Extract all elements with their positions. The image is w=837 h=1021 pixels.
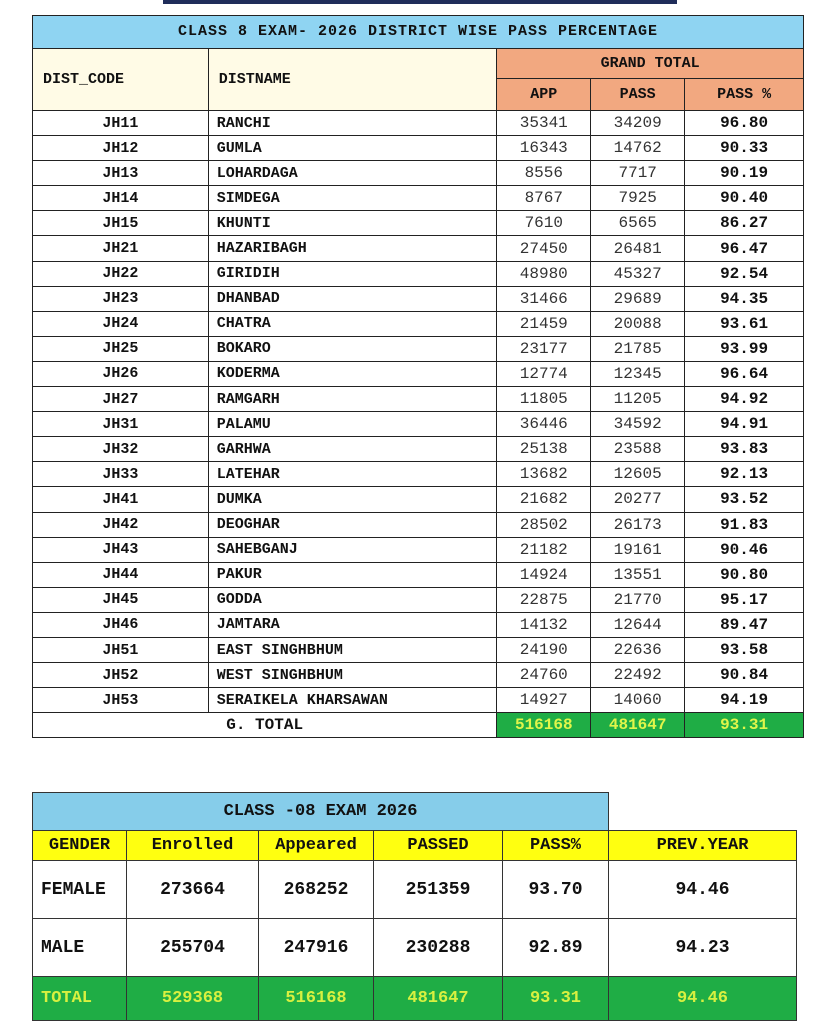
pass-cell: 21770 — [591, 587, 685, 612]
dist-code-cell: JH51 — [33, 637, 209, 662]
pass-pct-cell: 93.61 — [685, 311, 804, 336]
dist-name-cell: RANCHI — [208, 111, 497, 136]
dist-name-cell: RAMGARH — [208, 387, 497, 412]
header-pass-pct: PASS % — [685, 79, 804, 111]
dist-name-cell: HAZARIBAGH — [208, 236, 497, 261]
header-dist-code: DIST_CODE — [33, 49, 209, 111]
dist-code-cell: JH42 — [33, 512, 209, 537]
summary-row-cell: 93.70 — [503, 861, 609, 919]
pass-pct-cell: 94.92 — [685, 387, 804, 412]
pass-cell: 12605 — [591, 462, 685, 487]
summary-title: CLASS -08 EXAM 2026 — [33, 793, 609, 831]
table-row — [33, 361, 804, 386]
pass-cell: 20277 — [591, 487, 685, 512]
header-grand-total: GRAND TOTAL — [497, 49, 804, 79]
grand-total-pass: 481647 — [591, 713, 685, 738]
pass-cell: 45327 — [591, 261, 685, 286]
dist-name-cell: LATEHAR — [208, 462, 497, 487]
district-table — [32, 15, 804, 738]
pass-pct-cell: 94.35 — [685, 286, 804, 311]
table-row — [33, 111, 804, 136]
pass-cell: 22636 — [591, 637, 685, 662]
summary-row-cell: 273664 — [127, 861, 259, 919]
summary-total-row-cell: 516168 — [259, 977, 374, 1021]
dist-name-cell: SERAIKELA KHARSAWAN — [208, 688, 497, 713]
pass-cell: 13551 — [591, 562, 685, 587]
app-cell: 24760 — [497, 663, 591, 688]
app-cell: 21182 — [497, 537, 591, 562]
app-cell: 21459 — [497, 311, 591, 336]
summary-row-cell: MALE — [33, 919, 127, 977]
table-row — [33, 487, 804, 512]
pass-cell: 12644 — [591, 612, 685, 637]
dist-name-cell: JAMTARA — [208, 612, 497, 637]
app-cell: 23177 — [497, 336, 591, 361]
dist-code-cell: JH53 — [33, 688, 209, 713]
top-bar — [163, 0, 677, 4]
dist-code-cell: JH24 — [33, 311, 209, 336]
table-row — [33, 537, 804, 562]
dist-code-cell: JH12 — [33, 136, 209, 161]
app-cell: 12774 — [497, 361, 591, 386]
pass-pct-cell: 90.84 — [685, 663, 804, 688]
header-pass: PASS — [591, 79, 685, 111]
table-row — [33, 688, 804, 713]
grand-total-app: 516168 — [497, 713, 591, 738]
summary-total-row — [33, 977, 797, 1021]
dist-code-cell: JH52 — [33, 663, 209, 688]
dist-code-cell: JH26 — [33, 361, 209, 386]
app-cell: 14924 — [497, 562, 591, 587]
summary-total-row-cell: 94.46 — [609, 977, 797, 1021]
gender-summary-table — [32, 792, 797, 1021]
summary-row — [33, 919, 797, 977]
table-row — [33, 211, 804, 236]
table-row — [33, 186, 804, 211]
pass-cell: 34592 — [591, 412, 685, 437]
pass-cell: 14762 — [591, 136, 685, 161]
pass-pct-cell: 90.19 — [685, 161, 804, 186]
dist-code-cell: JH27 — [33, 387, 209, 412]
dist-name-cell: GODDA — [208, 587, 497, 612]
pass-pct-cell: 90.80 — [685, 562, 804, 587]
summary-total-row-cell: 481647 — [374, 977, 503, 1021]
pass-cell: 11205 — [591, 387, 685, 412]
table-row — [33, 286, 804, 311]
table-row — [33, 311, 804, 336]
app-cell: 28502 — [497, 512, 591, 537]
table-row — [33, 587, 804, 612]
table-row — [33, 462, 804, 487]
dist-name-cell: WEST SINGHBHUM — [208, 663, 497, 688]
table-row — [33, 437, 804, 462]
dist-name-cell: EAST SINGHBHUM — [208, 637, 497, 662]
dist-name-cell: GUMLA — [208, 136, 497, 161]
pass-pct-cell: 92.13 — [685, 462, 804, 487]
app-cell: 8556 — [497, 161, 591, 186]
page-title: CLASS 8 EXAM- 2026 DISTRICT WISE PASS PERCENTAGE — [33, 16, 804, 49]
pass-cell: 6565 — [591, 211, 685, 236]
pass-cell: 7925 — [591, 186, 685, 211]
pass-pct-cell: 94.91 — [685, 412, 804, 437]
dist-code-cell: JH31 — [33, 412, 209, 437]
pass-pct-cell: 90.33 — [685, 136, 804, 161]
app-cell: 21682 — [497, 487, 591, 512]
table-row — [33, 261, 804, 286]
dist-name-cell: SAHEBGANJ — [208, 537, 497, 562]
pass-pct-cell: 90.40 — [685, 186, 804, 211]
pass-pct-cell: 96.64 — [685, 361, 804, 386]
dist-name-cell: KHUNTI — [208, 211, 497, 236]
app-cell: 22875 — [497, 587, 591, 612]
dist-name-cell: BOKARO — [208, 336, 497, 361]
table-row — [33, 336, 804, 361]
dist-name-cell: PAKUR — [208, 562, 497, 587]
pass-cell: 22492 — [591, 663, 685, 688]
dist-name-cell: DEOGHAR — [208, 512, 497, 537]
pass-cell: 29689 — [591, 286, 685, 311]
dist-code-cell: JH32 — [33, 437, 209, 462]
dist-name-cell: SIMDEGA — [208, 186, 497, 211]
summary-header-cell: Enrolled — [127, 831, 259, 861]
dist-code-cell: JH14 — [33, 186, 209, 211]
dist-name-cell: GIRIDIH — [208, 261, 497, 286]
pass-cell: 20088 — [591, 311, 685, 336]
summary-row-cell: 268252 — [259, 861, 374, 919]
dist-code-cell: JH44 — [33, 562, 209, 587]
table-row — [33, 663, 804, 688]
pass-cell: 12345 — [591, 361, 685, 386]
dist-code-cell: JH15 — [33, 211, 209, 236]
table-row — [33, 512, 804, 537]
dist-code-cell: JH22 — [33, 261, 209, 286]
app-cell: 48980 — [497, 261, 591, 286]
pass-pct-cell: 89.47 — [685, 612, 804, 637]
pass-cell: 34209 — [591, 111, 685, 136]
app-cell: 14132 — [497, 612, 591, 637]
dist-name-cell: DUMKA — [208, 487, 497, 512]
grand-total-row — [33, 713, 804, 738]
dist-code-cell: JH13 — [33, 161, 209, 186]
pass-cell: 23588 — [591, 437, 685, 462]
dist-name-cell: PALAMU — [208, 412, 497, 437]
dist-code-cell: JH21 — [33, 236, 209, 261]
summary-row-cell: 251359 — [374, 861, 503, 919]
grand-total-pass-pct: 93.31 — [685, 713, 804, 738]
pass-pct-cell: 93.83 — [685, 437, 804, 462]
app-cell: 7610 — [497, 211, 591, 236]
app-cell: 24190 — [497, 637, 591, 662]
header-app: APP — [497, 79, 591, 111]
dist-code-cell: JH11 — [33, 111, 209, 136]
pass-pct-cell: 96.80 — [685, 111, 804, 136]
app-cell: 16343 — [497, 136, 591, 161]
summary-header-cell: PASSED — [374, 831, 503, 861]
dist-code-cell: JH46 — [33, 612, 209, 637]
pass-pct-cell: 93.99 — [685, 336, 804, 361]
summary-row-cell: 247916 — [259, 919, 374, 977]
table-row — [33, 161, 804, 186]
pass-pct-cell: 92.54 — [685, 261, 804, 286]
summary-row-cell: 92.89 — [503, 919, 609, 977]
pass-pct-cell: 91.83 — [685, 512, 804, 537]
summary-row-cell: 255704 — [127, 919, 259, 977]
pass-pct-cell: 96.47 — [685, 236, 804, 261]
pass-cell: 14060 — [591, 688, 685, 713]
dist-code-cell: JH41 — [33, 487, 209, 512]
table-row — [33, 412, 804, 437]
summary-total-row-cell: 93.31 — [503, 977, 609, 1021]
summary-header — [33, 831, 797, 861]
pass-cell: 26173 — [591, 512, 685, 537]
app-cell: 27450 — [497, 236, 591, 261]
pass-cell: 26481 — [591, 236, 685, 261]
pass-pct-cell: 95.17 — [685, 587, 804, 612]
summary-header-cell: PASS% — [503, 831, 609, 861]
header-distname: DISTNAME — [208, 49, 497, 111]
pass-cell: 19161 — [591, 537, 685, 562]
table-row — [33, 637, 804, 662]
pass-pct-cell: 93.52 — [685, 487, 804, 512]
table-row — [33, 387, 804, 412]
summary-header-cell: PREV.YEAR — [609, 831, 797, 861]
dist-code-cell: JH43 — [33, 537, 209, 562]
pass-pct-cell: 86.27 — [685, 211, 804, 236]
dist-name-cell: GARHWA — [208, 437, 497, 462]
summary-header-cell: GENDER — [33, 831, 127, 861]
dist-code-cell: JH33 — [33, 462, 209, 487]
app-cell: 13682 — [497, 462, 591, 487]
dist-name-cell: KODERMA — [208, 361, 497, 386]
dist-name-cell: DHANBAD — [208, 286, 497, 311]
summary-row — [33, 861, 797, 919]
summary-total-row-cell: 529368 — [127, 977, 259, 1021]
summary-row-cell: 94.23 — [609, 919, 797, 977]
app-cell: 14927 — [497, 688, 591, 713]
app-cell: 8767 — [497, 186, 591, 211]
dist-code-cell: JH45 — [33, 587, 209, 612]
dist-name-cell: LOHARDAGA — [208, 161, 497, 186]
dist-code-cell: JH25 — [33, 336, 209, 361]
app-cell: 36446 — [497, 412, 591, 437]
dist-code-cell: JH23 — [33, 286, 209, 311]
app-cell: 31466 — [497, 286, 591, 311]
pass-pct-cell: 90.46 — [685, 537, 804, 562]
summary-row-cell: FEMALE — [33, 861, 127, 919]
table-row — [33, 136, 804, 161]
pass-cell: 21785 — [591, 336, 685, 361]
summary-row-cell: 94.46 — [609, 861, 797, 919]
app-cell: 35341 — [497, 111, 591, 136]
pass-pct-cell: 93.58 — [685, 637, 804, 662]
table-row — [33, 236, 804, 261]
table-row — [33, 562, 804, 587]
grand-total-label: G. TOTAL — [33, 713, 497, 738]
summary-total-row-cell: TOTAL — [33, 977, 127, 1021]
pass-cell: 7717 — [591, 161, 685, 186]
pass-pct-cell: 94.19 — [685, 688, 804, 713]
dist-name-cell: CHATRA — [208, 311, 497, 336]
summary-row-cell: 230288 — [374, 919, 503, 977]
app-cell: 25138 — [497, 437, 591, 462]
table-row — [33, 612, 804, 637]
app-cell: 11805 — [497, 387, 591, 412]
summary-header-cell: Appeared — [259, 831, 374, 861]
